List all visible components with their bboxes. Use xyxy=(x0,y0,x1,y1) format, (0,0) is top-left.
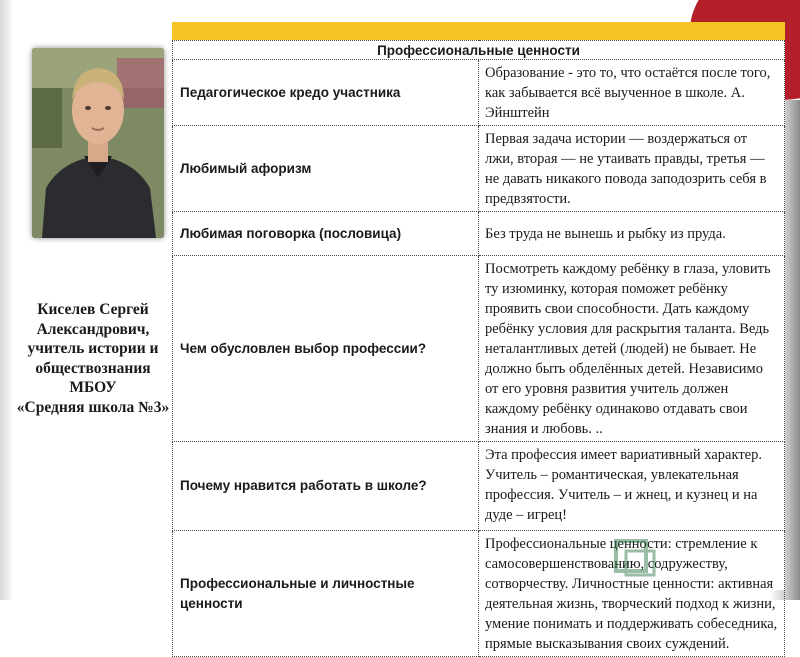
row-question: Профессиональные и личностные ценности xyxy=(173,531,479,657)
presentation-logo-icon xyxy=(612,533,658,579)
participant-photo xyxy=(32,48,164,238)
table-row xyxy=(173,212,785,256)
row-answer: Эта профессия имеет вариативный характер. Учитель – романтическая, увлекательная профессия. Учитель – и жнец, и кузнец и на дуде – игрец! xyxy=(479,442,785,531)
caption-line: учитель истории и xyxy=(27,340,159,357)
values-table xyxy=(172,40,785,657)
caption-line: Киселев Сергей xyxy=(37,301,149,318)
row-question: Педагогическое кредо участника xyxy=(173,60,479,126)
row-answer: Первая задача истории — воздержаться от лжи, вторая — не утаивать правды, третья — не давать никакого повода заподозрить себя в предвзятости. xyxy=(479,126,785,212)
table-header: Профессиональные ценности xyxy=(173,41,785,60)
row-question: Любимый афоризм xyxy=(173,126,479,212)
row-question: Почему нравится работать в школе? xyxy=(173,442,479,531)
table-row xyxy=(173,126,785,212)
caption-line: МБОУ xyxy=(69,379,117,396)
values-table-container xyxy=(172,22,785,652)
table-row xyxy=(173,442,785,531)
row-answer: Посмотреть каждому ребёнку в глаза, уловить ту изюминку, которая поможет ребёнку проявить свои способности. Дать каждому ребёнку условия для раскрытия таланта. Ведь неталантливых детей (людей) не бывает. Не должно быть обделённых детей. Независимо от его уровня развития учитель должен каждому ребёнку одинаково отдавать свои знания и любовь. .. xyxy=(479,256,785,442)
row-answer: Без труда не вынешь и рыбку из пруда. xyxy=(479,212,785,256)
row-question: Чем обусловлен выбор профессии? xyxy=(173,256,479,442)
caption-line: «Средняя школа №3» xyxy=(16,398,170,416)
row-answer: Образование - это то, что остаётся после того, как забывается всё выученное в школе. А. Эйнштейн xyxy=(479,60,785,126)
table-row xyxy=(173,531,785,657)
row-question: Любимая поговорка (пословица) xyxy=(173,212,479,256)
table-row xyxy=(173,60,785,126)
caption-line: Александрович, xyxy=(36,320,150,338)
caption-line: обществознания xyxy=(35,359,151,377)
participant-name-caption xyxy=(10,300,176,417)
table-row xyxy=(173,256,785,442)
row-answer: Профессиональные ценности: стремление к самосовершенствованию, содружеству, сотворчеству. Личностные ценности: активная деятельная жизнь, творческий подход к жизни, умение понимать и поддерживать собеседника, прямые высказывания своих суждений. xyxy=(479,531,785,657)
